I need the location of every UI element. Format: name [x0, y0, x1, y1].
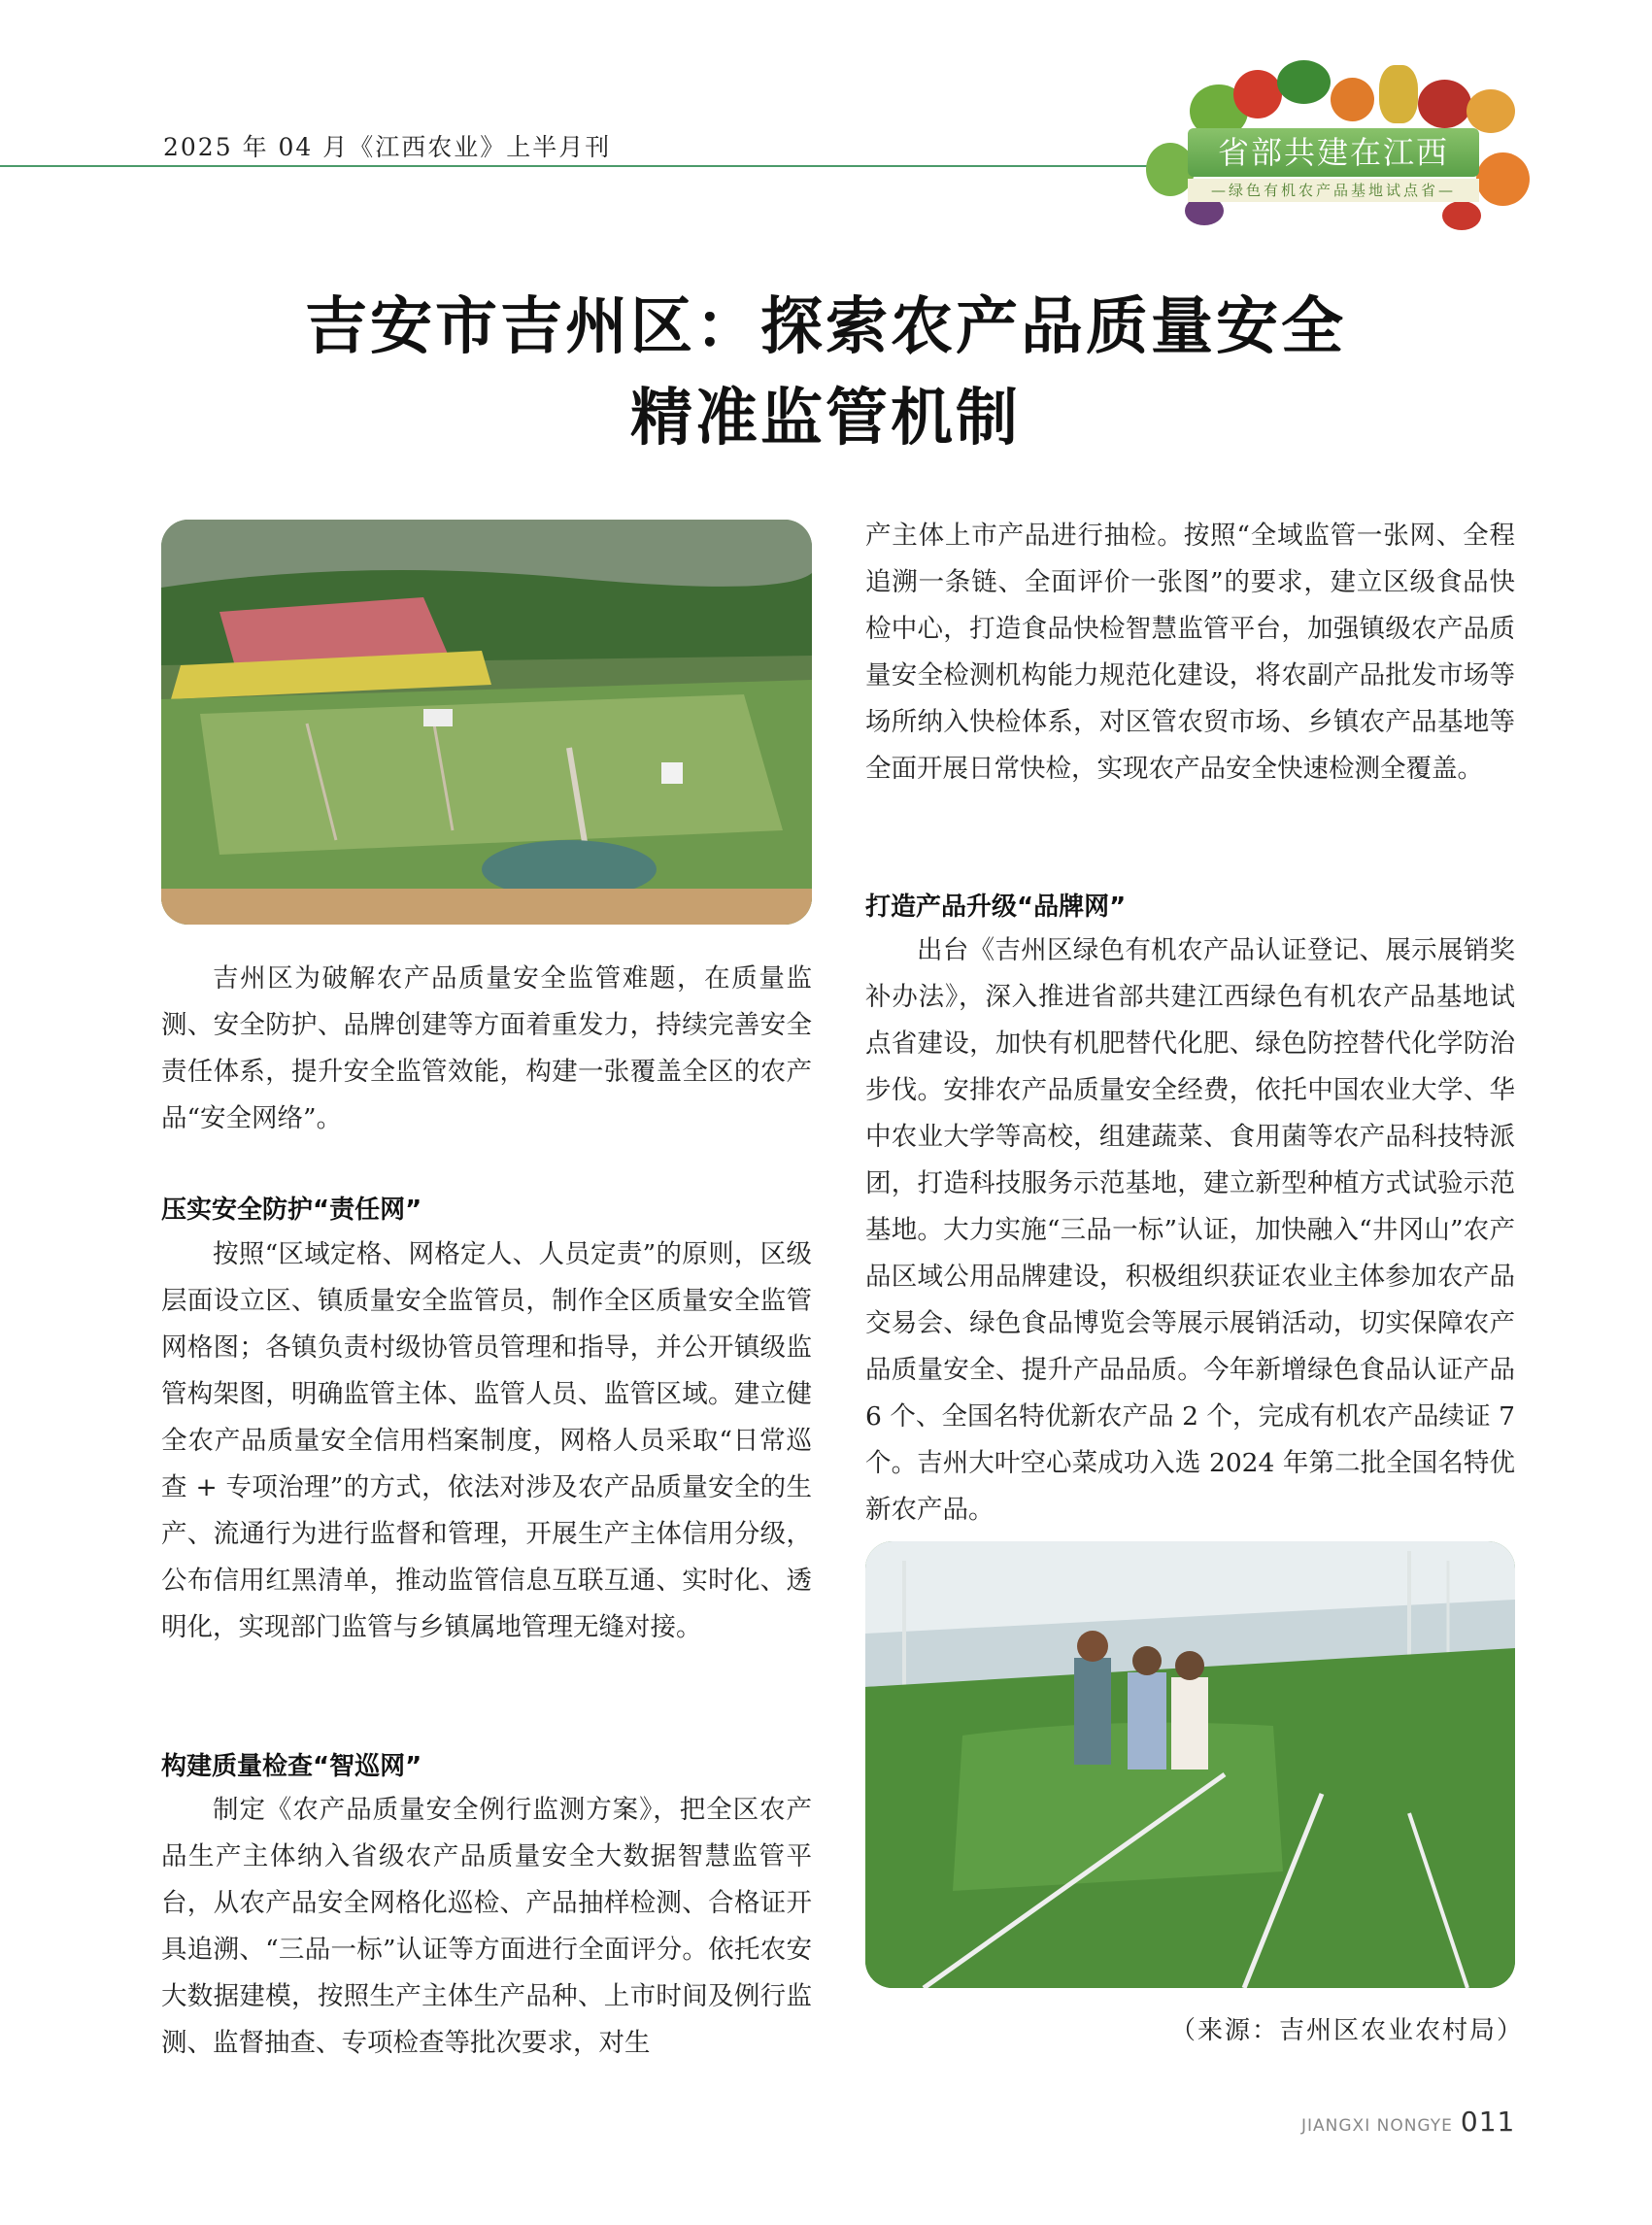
aerial-farmland-photo: [161, 520, 812, 925]
magazine-name: JIANGXI NONGYE: [1301, 2116, 1453, 2136]
badge-subtitle: —绿色有机农产品基地试点省—: [1188, 179, 1479, 202]
section2-heading: 构建质量检查“智巡网”: [161, 1752, 422, 1781]
issue-line: 2025 年 04 月《江西农业》上半月刊: [163, 133, 612, 161]
section2-continued-paragraph: 产主体上市产品进行抽检。按照“全域监管一张网、全程追溯一条链、全面评价一张图”的要求，建立区级食品快检中心，打造食品快检智慧监管平台，加强镇级农产品质量安全检测机构能力规范化建设，将农副产品批发市场等场所纳入快检体系，对区管农贸市场、乡镇农产品基地等全面开展日常快检，实现农产品安全快速检测全覆盖。: [865, 521, 1515, 784]
section1-heading: 压实安全防护“责任网”: [161, 1196, 422, 1225]
page-footer: [1301, 2106, 1515, 2138]
article-title: [165, 282, 1486, 464]
page-number: 011: [1460, 2106, 1516, 2138]
intro-paragraph: 吉州区为破解农产品质量安全监管难题，在质量监测、安全防护、品牌创建等方面着重发力，持续完善安全责任体系，提升安全监管效能，构建一张覆盖全区的农产品“安全网络”。: [161, 963, 812, 1133]
section1-paragraph: 按照“区域定格、网格定人、人员定责”的原则，区级层面设立区、镇质量安全监管员，制作全区质量安全监管网格图；各镇负责村级协管员管理和指导，并公开镇级监管构架图，明确监管主体、监管人员、监管区域。建立健全农产品质量安全信用档案制度，网格人员采取“日常巡查 + 专项治理”的方式，依法对涉及农产品质量安全的生产、流通行为进行监督和管理，开展生产主体信用分级，公布信用红黑清单，推动监管信息互联互通、实时化、透明化，实现部门监管与乡镇属地管理无缝对接。: [161, 1239, 812, 1642]
section2-paragraph: 制定《农产品质量安全例行监测方案》，把全区农产品生产主体纳入省级农产品质量安全大数据智慧监管平台，从农产品安全网格化巡检、产品抽样检测、合格证开具追溯、“三品一标”认证等方面进行全面评分。依托农安大数据建模，按照生产主体生产品种、上市时间及例行监测、监督抽查、专项检查等批次要求，对生: [161, 1795, 812, 2058]
header-divider: [0, 165, 1156, 167]
greenhouse-asparagus-photo: [865, 1541, 1515, 1988]
badge-title: 省部共建在江西: [1188, 128, 1479, 177]
title-line-1: 吉安市吉州区：探索农产品质量安全: [305, 291, 1346, 363]
column-badge: [1131, 60, 1539, 230]
photo-caption: （来源：吉州区农业农村局）: [1170, 2016, 1525, 2045]
title-line-2: 精准监管机制: [630, 383, 1021, 455]
section3-paragraph: 出台《吉州区绿色有机农产品认证登记、展示展销奖补办法》，深入推进省部共建江西绿色有机农产品基地试点省建设，加快有机肥替代化肥、绿色防控替代化学防治步伐。安排农产品质量安全经费，依托中国农业大学、华中农业大学等高校，组建蔬菜、食用菌等农产品科技特派团，打造科技服务示范基地，建立新型种植方式试验示范基地。大力实施“三品一标”认证，加快融入“井冈山”农产品区域公用品牌建设，积极组织获证农业主体参加农产品交易会、绿色食品博览会等展示展销活动，切实保障农产品质量安全、提升产品品质。今年新增绿色食品认证产品 6 个、全国名特优新农产品 2 个，完成有机农产品续证 7 个。吉州大叶空心菜成功入选 2024 年第二批全国名特优新农产品。: [865, 935, 1515, 1525]
section3-heading: 打造产品升级“品牌网”: [865, 893, 1127, 922]
